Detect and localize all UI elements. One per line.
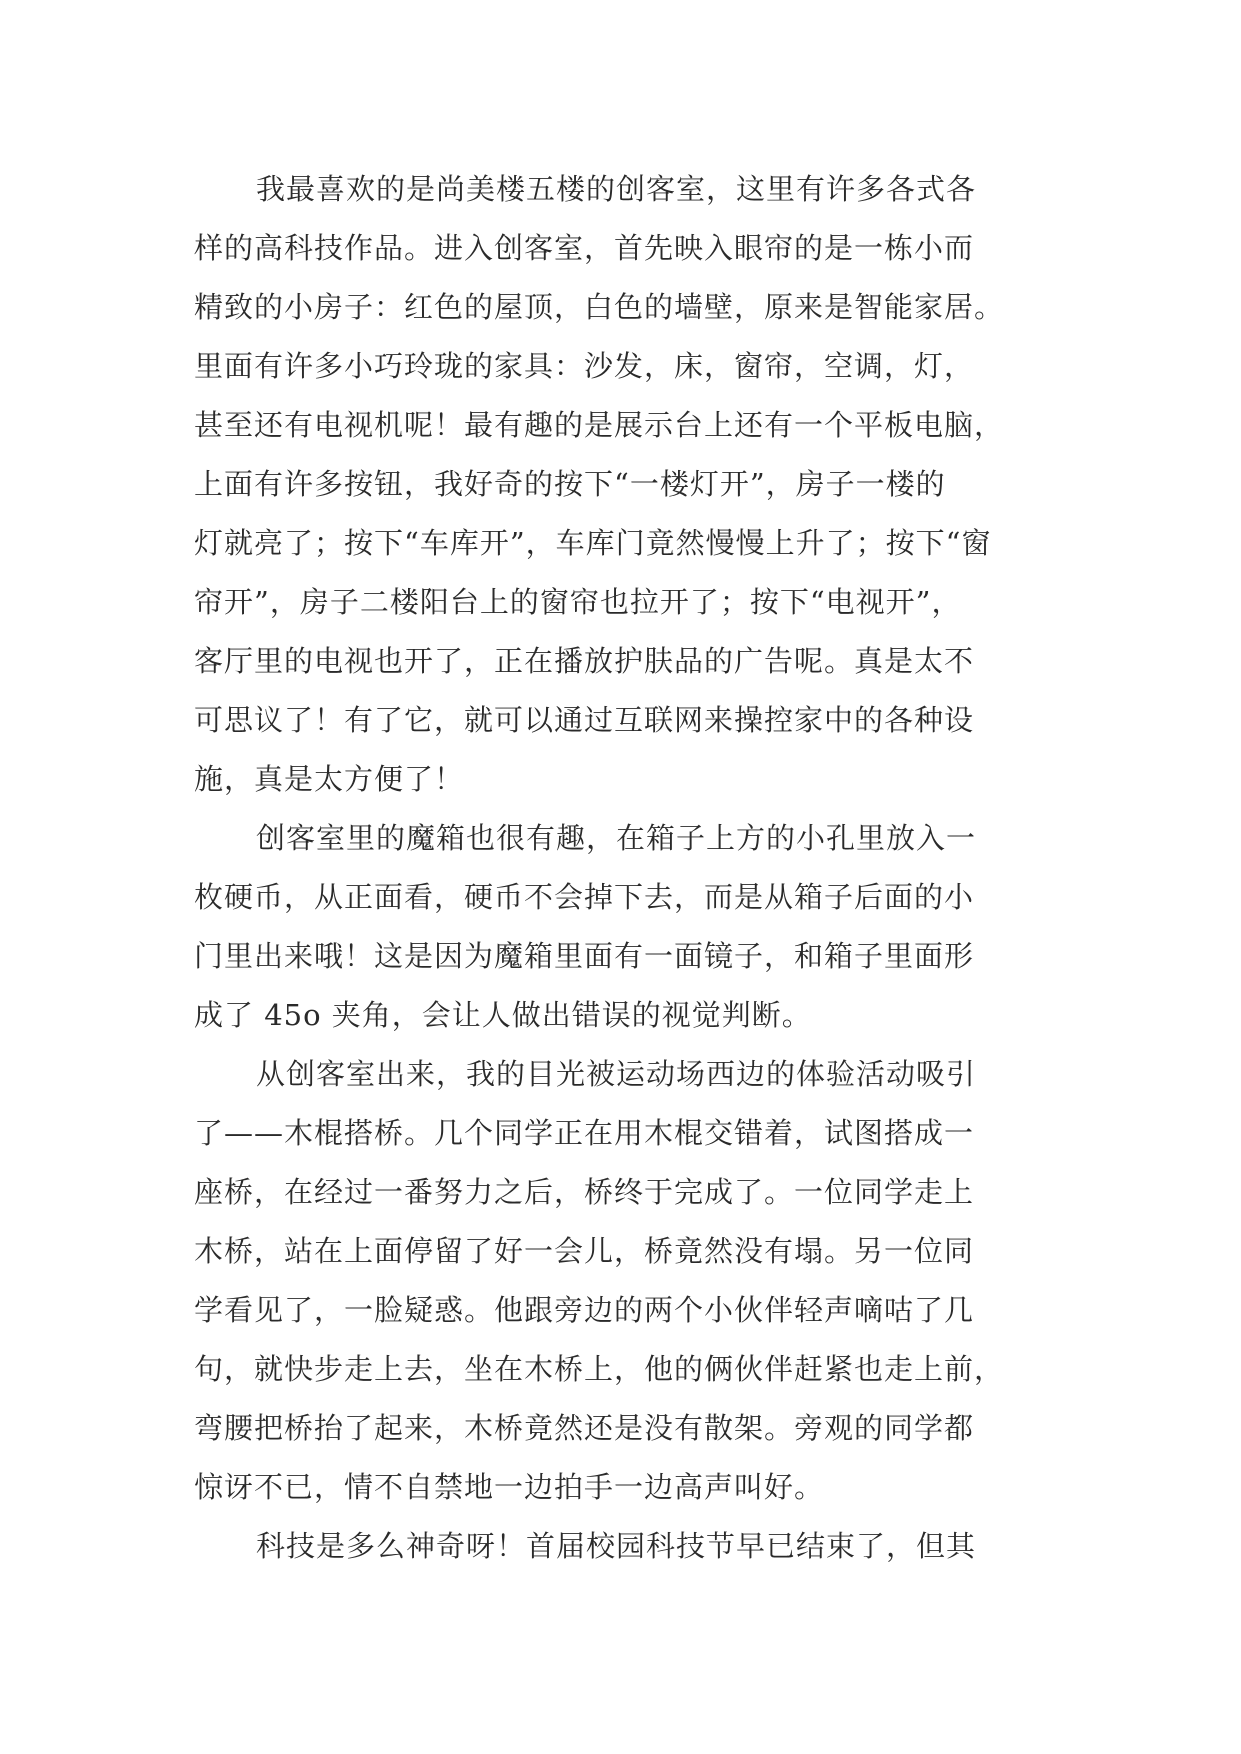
- paragraph-2-line-1: 创客室里的魔箱也很有趣，在箱子上方的小孔里放入一: [256, 821, 977, 855]
- paragraph-3-line-7: 弯腰把桥抬了起来，木桥竟然还是没有散架。旁观的同学都: [194, 1411, 975, 1445]
- paragraph-3-line-6: 句，就快步走上去，坐在木桥上，他的俩伙伴赶紧也走上前，: [194, 1352, 1005, 1386]
- paragraph-1-line-11: 施，真是太方便了！: [194, 762, 465, 796]
- paragraph-1-line-7: 灯就亮了；按下“车库开”，车库门竟然慢慢上升了；按下“窗: [194, 526, 992, 560]
- paragraph-1-line-3: 精致的小房子：红色的屋顶，白色的墙壁，原来是智能家居。: [194, 290, 1005, 324]
- paragraph-1-line-9: 客厅里的电视也开了，正在播放护肤品的广告呢。真是太不: [194, 644, 975, 678]
- paragraph-1-line-8: 帘开”，房子二楼阳台上的窗帘也拉开了；按下“电视开”，: [194, 585, 962, 619]
- paragraph-2-line-4: 成了 45o 夹角，会让人做出错误的视觉判断。: [194, 998, 812, 1032]
- paragraph-1-line-2: 样的高科技作品。进入创客室，首先映入眼帘的是一栋小而: [194, 231, 975, 265]
- paragraph-3-line-4: 木桥，站在上面停留了好一会儿，桥竟然没有塌。另一位同: [194, 1234, 975, 1268]
- paragraph-4-line-1: 科技是多么神奇呀！首届校园科技节早已结束了，但其: [256, 1529, 977, 1563]
- paragraph-3-line-5: 学看见了，一脸疑惑。他跟旁边的两个小伙伴轻声嘀咕了几: [194, 1293, 975, 1327]
- paragraph-2-line-2: 枚硬币，从正面看，硬币不会掉下去，而是从箱子后面的小: [194, 880, 975, 914]
- paragraph-3-line-3: 座桥，在经过一番努力之后，桥终于完成了。一位同学走上: [194, 1175, 975, 1209]
- paragraph-3-line-8: 惊讶不已，情不自禁地一边拍手一边高声叫好。: [194, 1470, 825, 1504]
- paragraph-1-line-10: 可思议了！有了它，就可以通过互联网来操控家中的各种设: [194, 703, 975, 737]
- paragraph-3-line-2: 了——木棍搭桥。几个同学正在用木棍交错着，试图搭成一: [194, 1116, 975, 1150]
- paragraph-3-line-1: 从创客室出来，我的目光被运动场西边的体验活动吸引: [256, 1057, 977, 1091]
- paragraph-2-line-3: 门里出来哦！这是因为魔箱里面有一面镜子，和箱子里面形: [194, 939, 975, 973]
- paragraph-1-line-5: 甚至还有电视机呢！最有趣的是展示台上还有一个平板电脑，: [194, 408, 1005, 442]
- paragraph-1-line-4: 里面有许多小巧玲珑的家具：沙发，床，窗帘，空调，灯，: [194, 349, 975, 383]
- paragraph-1-line-1: 我最喜欢的是尚美楼五楼的创客室，这里有许多各式各: [256, 172, 977, 206]
- paragraph-1-line-6: 上面有许多按钮，我好奇的按下“一楼灯开”，房子一楼的: [194, 467, 946, 501]
- essay-body: [194, 160, 1056, 1576]
